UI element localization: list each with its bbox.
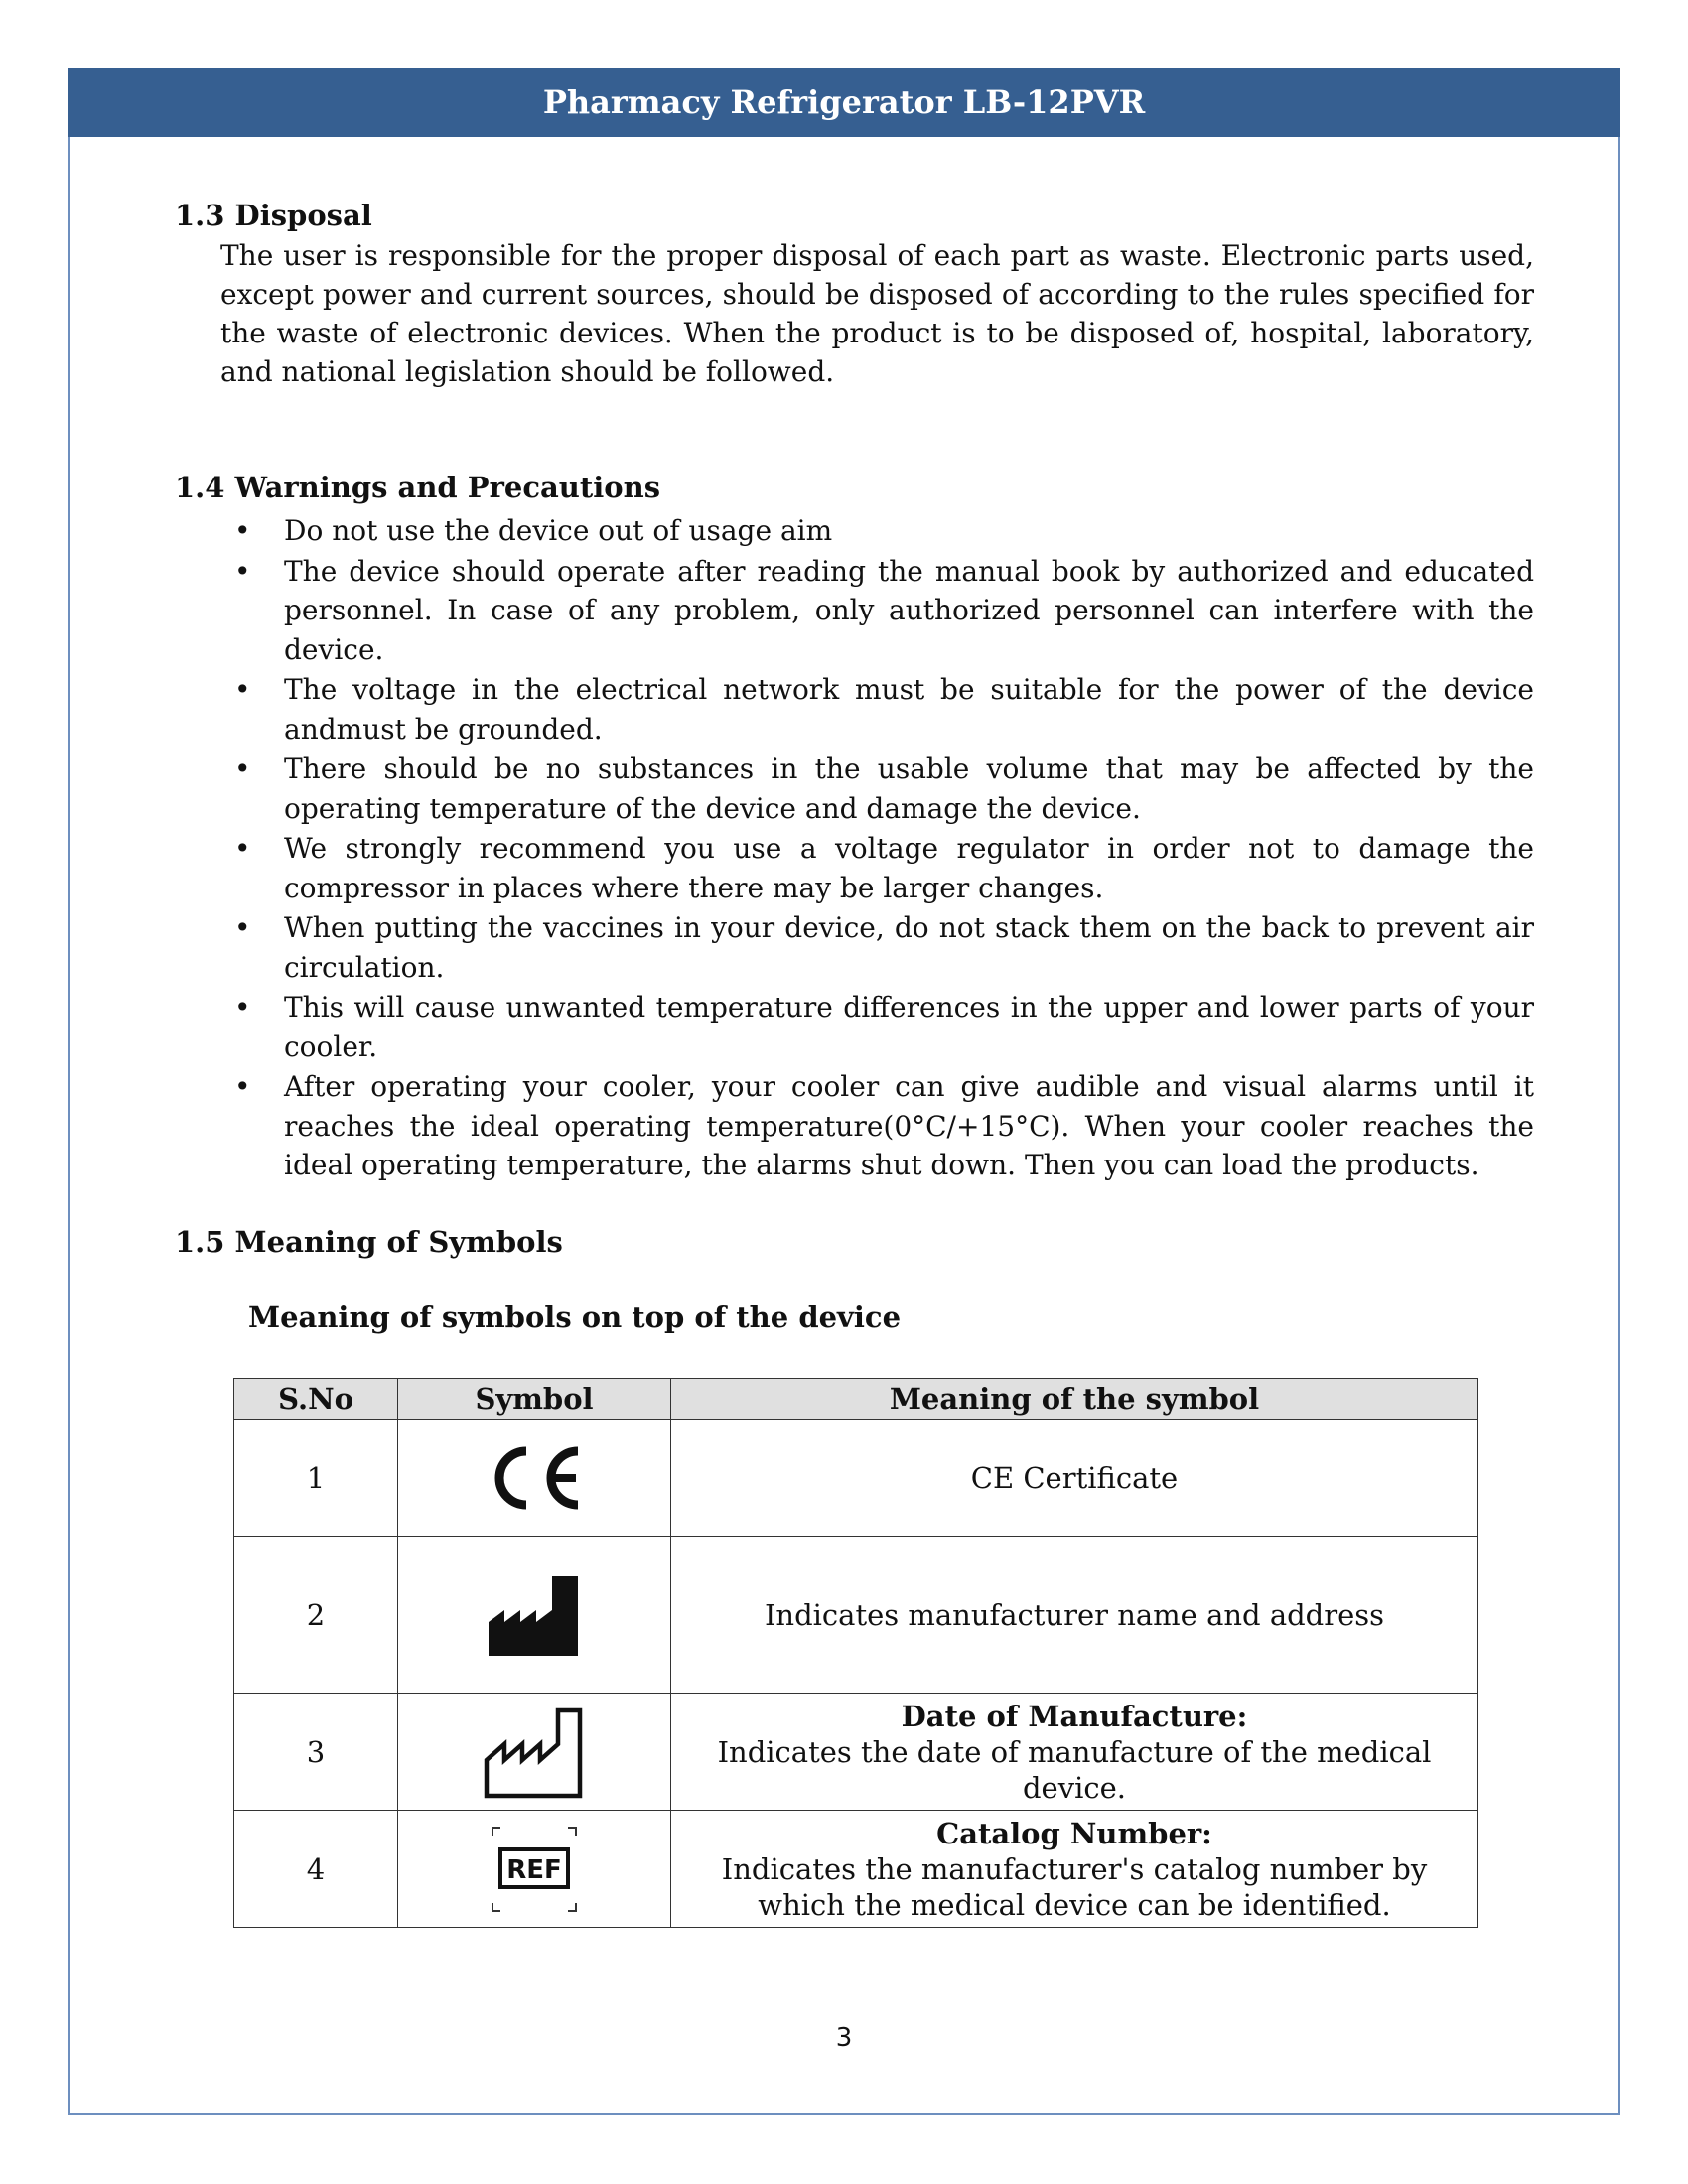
- ref-catalog-icon: [487, 1822, 582, 1917]
- cell-meaning: Catalog Number: Indicates the manufacturer's catalog number by which the medical device can be identified.: [671, 1811, 1478, 1928]
- list-item: • Do not use the device out of usage aim: [220, 511, 1534, 551]
- cell-sno: 1: [234, 1420, 398, 1537]
- table-row: [234, 1811, 1478, 1928]
- header-sno: S.No: [234, 1379, 398, 1420]
- list-item: • This will cause unwanted temperature differences in the upper and lower parts of your cooler.: [220, 988, 1534, 1066]
- date-of-manufacture-icon: [483, 1705, 586, 1800]
- table-row: [234, 1694, 1478, 1811]
- list-item: • When putting the vaccines in your device, do not stack them on the back to prevent air circulation.: [220, 908, 1534, 987]
- cell-meaning: Date of Manufacture: Indicates the date of manufacture of the medical device.: [671, 1694, 1478, 1811]
- bullet-icon: •: [234, 554, 251, 588]
- list-item: • After operating your cooler, your cooler can give audible and visual alarms until it reaches the ideal operating temperature(0°C/+15°C). When your cooler reaches the ideal operating temperature, the alarms shut down. Then you can load the products.: [220, 1067, 1534, 1185]
- disposal-paragraph: The user is responsible for the proper disposal of each part as waste. Electronic parts used, except power and current sources, should be disposed of according to the rules specified for the waste of electronic devices. When the product is to be disposed of, hospital, laboratory, and national legislation should be followed.: [220, 239, 1534, 388]
- list-item: • We strongly recommend you use a voltage regulator in order not to damage the compressor in places where there may be larger changes.: [220, 829, 1534, 907]
- list-item: • There should be no substances in the usable volume that may be affected by the operating temperature of the device and damage the device.: [220, 750, 1534, 828]
- manufacturer-icon: [487, 1572, 582, 1658]
- symbols-subheading: Meaning of symbols on top of the device: [248, 1300, 902, 1334]
- disposal-heading: 1.3 Disposal: [175, 199, 372, 232]
- table-header-row: [234, 1379, 1478, 1420]
- bullet-icon: •: [234, 673, 251, 706]
- header-meaning: Meaning of the symbol: [671, 1379, 1478, 1420]
- table-row: [234, 1537, 1478, 1694]
- bullet-icon: •: [234, 832, 251, 865]
- cell-meaning: CE Certificate: [671, 1420, 1478, 1537]
- cell-sno: 2: [234, 1537, 398, 1694]
- cell-symbol: [398, 1537, 671, 1694]
- symbols-heading: 1.5 Meaning of Symbols: [175, 1225, 563, 1259]
- cell-sno: 4: [234, 1811, 398, 1928]
- ce-mark-icon: [485, 1443, 584, 1513]
- svg-text:REF: REF: [506, 1854, 562, 1885]
- cell-meaning: Indicates manufacturer name and address: [671, 1537, 1478, 1694]
- header-symbol: Symbol: [398, 1379, 671, 1420]
- bullet-icon: •: [234, 1070, 251, 1103]
- bullet-icon: •: [234, 911, 251, 944]
- list-item: • The voltage in the electrical network must be suitable for the power of the device andmust be grounded.: [220, 670, 1534, 749]
- cell-sno: 3: [234, 1694, 398, 1811]
- table-row: [234, 1420, 1478, 1537]
- page-header: Pharmacy Refrigerator LB-12PVR: [68, 68, 1620, 137]
- bullet-icon: •: [234, 514, 251, 547]
- symbols-table: [233, 1378, 1478, 1928]
- cell-symbol: [398, 1420, 671, 1537]
- page-number: 3: [835, 2023, 853, 2053]
- bullet-icon: •: [234, 991, 251, 1024]
- list-item: • The device should operate after reading the manual book by authorized and educated personnel. In case of any problem, only authorized personnel can interfere with the device.: [220, 552, 1534, 670]
- cell-symbol: [398, 1811, 671, 1928]
- warnings-list: [220, 511, 1534, 1186]
- bullet-icon: •: [234, 752, 251, 785]
- cell-symbol: [398, 1694, 671, 1811]
- warnings-heading: 1.4 Warnings and Precautions: [175, 471, 661, 504]
